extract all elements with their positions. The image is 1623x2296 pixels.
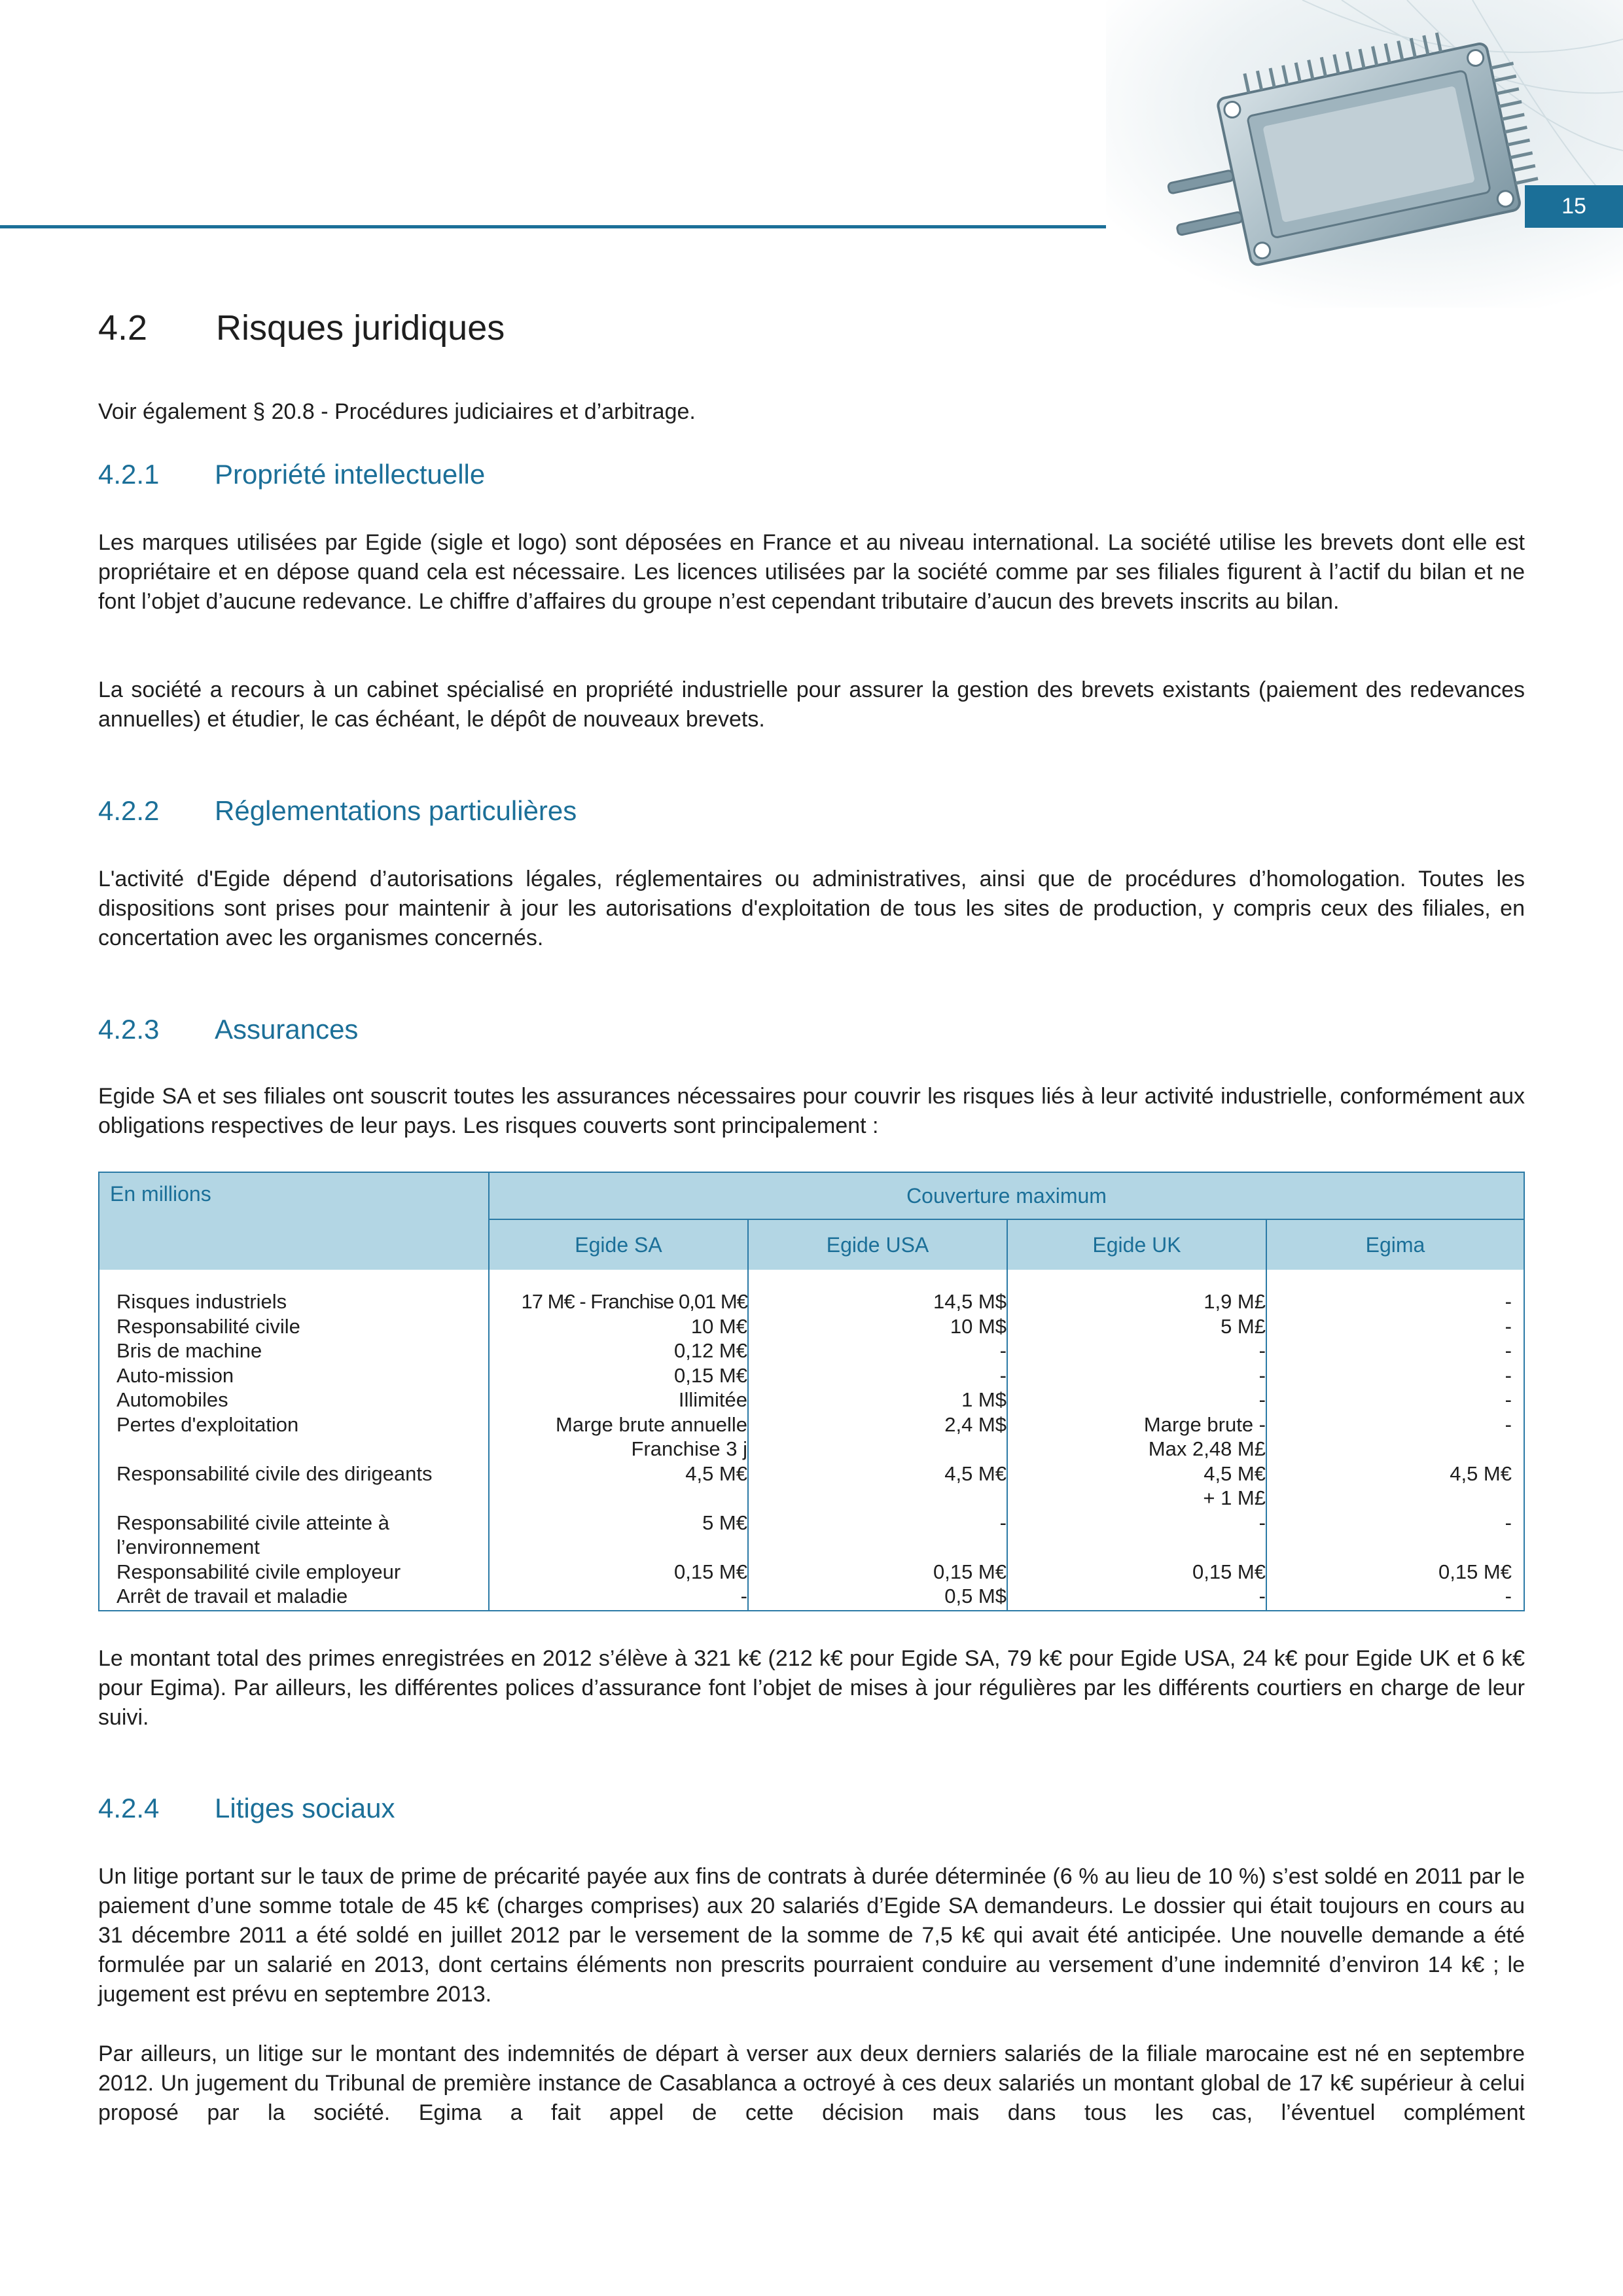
paragraph-423-2: Le montant total des primes enregistrées en 2012 s’élève à 321 k€ (212 k€ pour Egide SA, 79 k€ pour Egide USA, 24 k€ pour Egide UK et 6 k€ pour Egima). Par ailleurs, les différentes polices d’assurance font l’objet de mises à jour régulières par les différents courtiers en charge de leur suivi.: [98, 1646, 1525, 1730]
egide-sa-value: 5 M€: [702, 1511, 747, 1534]
value-line: Max 2,48 M£: [1148, 1437, 1266, 1460]
egide-sa-value: 4,5 M€: [685, 1462, 747, 1485]
subsection-heading-423: [98, 1014, 358, 1045]
egide-usa-value: -: [999, 1339, 1007, 1362]
paragraph-424-1: Un litige portant sur le taux de prime de précarité payée aux fins de contrats à durée déterminée (6 % au lieu de 10 %) s’est soldé en 2011 par le paiement d’une somme totale de 45 k€ (charges comprises) aux 20 salariés d’Egide SA demandeurs. Le dossier qui était toujours en cours au 31 décembre 2011 a été soldé en juillet 2012 par le versement de la somme de 7,5 k€ qui avait été anticipée. Une nouvelle demande a été formulée par un salarié en 2013, dont certains éléments non prescrits pourraient conduire au versement d’une indemnité d’environ 14 k€ ; le jugement est prévu en septembre 2013.: [98, 1864, 1525, 2007]
subsection-heading-421: [98, 459, 485, 490]
paragraph-422-1: L'activité d'Egide dépend d’autorisations légales, réglementaires ou administratives, ainsi que de procédures d’homologation. Toutes les dispositions sont prises pour maintenir à jour les autorisations d'exploitation de tous les sites de production, y compris ceux des filiales, en concertation avec les organismes concernés.: [98, 867, 1525, 950]
section-title: Risques juridiques: [216, 308, 505, 348]
subsection-heading-422: [98, 795, 577, 827]
egima-value: -: [1505, 1585, 1512, 1607]
insurance-table: [98, 1172, 1525, 1611]
value-line: Franchise 3 j: [631, 1437, 747, 1460]
table-header: [99, 1173, 1524, 1270]
value-line: + 1 M£: [1203, 1486, 1266, 1509]
egide-usa-value: -: [999, 1363, 1007, 1387]
paragraph-423-1: Egide SA et ses filiales ont souscrit toutes les assurances nécessaires pour couvrir les risques liés à leur activité industrielle, conformément aux obligations respectives de leur pays. Les risques couverts sont principalement :: [98, 1084, 1525, 1138]
egide-sa-value: -: [740, 1585, 747, 1607]
egide-usa-value: 4,5 M€: [944, 1462, 1007, 1485]
column-header-egide-usa: Egide USA: [749, 1220, 1008, 1270]
risk-label: Bris de machine: [116, 1339, 262, 1362]
egima-value: -: [1505, 1511, 1512, 1534]
egide-sa-value: 17 M€ - Franchise 0,01 M€: [521, 1290, 747, 1313]
paragraph-421-1: Les marques utilisées par Egide (sigle et logo) sont déposées en France et au niveau international. La société utilise les brevets dont elle est propriétaire et en dépose quand cela est nécessaire. Les licences utilisées par la société comme par ses filiales figurent à l’actif du bilan et ne font l’objet d’aucune redevance. Le chiffre d’affaires du groupe n’est cependant tributaire d’aucun des brevets inscrits au bilan.: [98, 530, 1525, 614]
egide-usa-value: 0,15 M€: [933, 1560, 1007, 1583]
subsection-title: Assurances: [215, 1014, 359, 1045]
egima-value: 0,15 M€: [1438, 1560, 1512, 1583]
subsection-title: Litiges sociaux: [215, 1793, 395, 1823]
egide-usa-value: 0,5 M$: [944, 1585, 1007, 1607]
risk-label: Arrêt de travail et maladie: [116, 1585, 348, 1607]
risk-label: Auto-mission: [116, 1363, 234, 1387]
egide-uk-value: -: [1258, 1363, 1266, 1387]
egima-value: -: [1505, 1388, 1512, 1411]
egide-uk-value: 1,9 M£: [1204, 1290, 1266, 1313]
risk-label: Responsabilité civile: [116, 1314, 300, 1338]
value-line: 4,5 M€: [1204, 1462, 1266, 1485]
subsection-title: Propriété intellectuelle: [215, 459, 486, 490]
egide-sa-value: Illimitée: [678, 1388, 747, 1411]
unit-header: En millions: [99, 1173, 490, 1270]
value-line: Marge brute annuelle: [556, 1412, 747, 1436]
egide-uk-value: [1008, 1462, 1266, 1511]
egide-sa-value: [490, 1412, 747, 1462]
intro-paragraph: Voir également § 20.8 - Procédures judiciaires et d’arbitrage.: [98, 399, 696, 424]
subsection-number: 4.2.4: [98, 1793, 160, 1823]
subsection-number: 4.2.3: [98, 1014, 160, 1045]
egima-value: -: [1505, 1314, 1512, 1338]
risk-label: Automobiles: [116, 1388, 228, 1411]
egide-usa-value: 1 M$: [961, 1388, 1007, 1411]
coverage-header: Couverture maximum: [490, 1173, 1524, 1220]
risk-label: Responsabilité civile employeur: [116, 1560, 401, 1583]
label-line: l’environnement: [116, 1535, 260, 1558]
egima-value: -: [1505, 1339, 1512, 1362]
subsection-number: 4.2.2: [98, 795, 160, 826]
egima-value: -: [1505, 1412, 1512, 1436]
egide-sa-value: 0,15 M€: [673, 1560, 747, 1583]
column-header-egima: Egima: [1365, 1232, 1425, 1257]
egide-uk-value: -: [1258, 1511, 1266, 1534]
label-line: Responsabilité civile atteinte à: [116, 1511, 390, 1534]
egide-sa-value: 0,15 M€: [673, 1363, 747, 1387]
risk-label: [116, 1511, 483, 1560]
egima-value: -: [1505, 1363, 1512, 1387]
risk-label: Risques industriels: [116, 1290, 287, 1313]
egide-usa-value: 2,4 M$: [944, 1412, 1007, 1436]
header-component-illustration: [1106, 0, 1623, 308]
subsection-title: Réglementations particulières: [215, 795, 577, 826]
header-rule: [0, 225, 1114, 228]
paragraph-424-2: Par ailleurs, un litige sur le montant des indemnités de départ à verser aux deux derniers salariés de la filiale marocaine est né en septembre 2012. Un jugement du Tribunal de première instance de Casablanca a octroyé à ces deux salariés un montant global de 17 k€ supérieur à celui proposé par la société. Egima a fait appel de cette décision mais dans tous les cas, l’éventuel complément: [98, 2041, 1525, 2125]
value-line: Marge brute -: [1143, 1412, 1266, 1436]
egide-sa-value: 0,12 M€: [673, 1339, 747, 1362]
egide-uk-value: -: [1258, 1339, 1266, 1362]
subsection-number: 4.2.1: [98, 459, 160, 490]
egima-value: -: [1505, 1290, 1512, 1313]
column-header-egide-sa: Egide SA: [490, 1220, 749, 1270]
egide-usa-value: 14,5 M$: [933, 1290, 1007, 1313]
section-heading: [98, 308, 505, 348]
subsection-heading-424: [98, 1793, 395, 1824]
risk-label: Responsabilité civile des dirigeants: [116, 1462, 433, 1485]
section-number: 4.2: [98, 308, 148, 348]
egima-value: 4,5 M€: [1450, 1462, 1512, 1485]
risk-label: Pertes d'exploitation: [116, 1412, 299, 1436]
egide-uk-value: 0,15 M€: [1192, 1560, 1266, 1583]
paragraph-421-2: La société a recours à un cabinet spécialisé en propriété industrielle pour assurer la gestion des brevets existants (paiement des redevances annuelles) et étudier, le cas échéant, le dépôt de nouveaux brevets.: [98, 677, 1525, 732]
egide-usa-value: -: [999, 1511, 1007, 1534]
page-number: 15: [1525, 185, 1623, 228]
egide-uk-value: -: [1258, 1585, 1266, 1607]
column-header-egide-uk: Egide UK: [1008, 1220, 1267, 1270]
egide-uk-value: -: [1258, 1388, 1266, 1411]
egide-uk-value: [1008, 1412, 1266, 1462]
egide-usa-value: 10 M$: [950, 1314, 1007, 1338]
egide-sa-value: 10 M€: [690, 1314, 747, 1338]
egide-uk-value: 5 M£: [1221, 1314, 1266, 1338]
